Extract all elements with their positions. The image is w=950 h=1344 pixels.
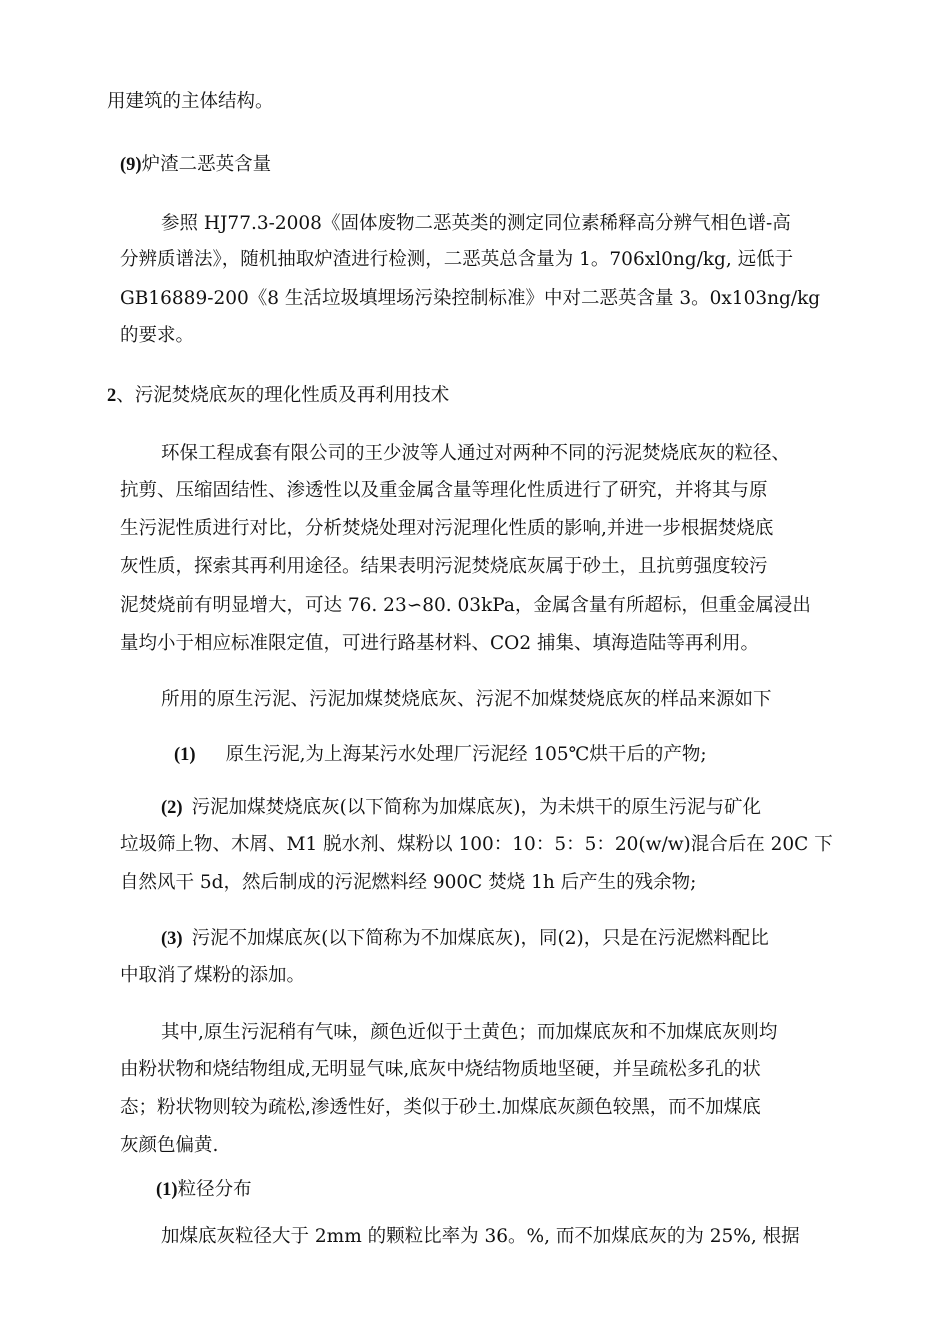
- text-line: 所用的原生污泥、污泥加煤焚烧底灰、污泥不加煤焚烧底灰的样品来源如下: [161, 689, 772, 710]
- text-line: 态；粉状物则较为疏松,渗透性好，类似于砂土.加煤底灰颜色较黑，而不加煤底: [120, 1097, 761, 1118]
- item-number: (3): [161, 929, 183, 949]
- text-line: 泥焚烧前有明显增大，可达 76. 23∽80. 03kPa，金属含量有所超标，但重金属浸出: [120, 595, 811, 616]
- heading-number: (1): [156, 1180, 178, 1200]
- text-line: 由粉状物和烧结物组成,无明显气味,底灰中烧结物质地坚硬，并呈疏松多孔的状: [120, 1059, 761, 1080]
- section-heading: [120, 152, 271, 178]
- heading-number: 2: [107, 386, 117, 406]
- text-line: 中取消了煤粉的添加。: [120, 965, 306, 986]
- text-line: 分辨质谱法》，随机抽取炉渣进行检测，二恶英总含量为 1。706xl0ng/kg, 远低于: [120, 249, 794, 270]
- text-line: 量均小于相应标准限定值，可进行路基材料、CO2 捕集、填海造陆等再利用。: [120, 633, 759, 654]
- item-number: (2): [161, 798, 183, 818]
- heading-text: 粒径分布: [177, 1179, 252, 1200]
- text-line: 用建筑的主体结构。: [107, 91, 274, 112]
- list-item: [174, 742, 707, 768]
- item-text: 原生污泥,为上海某污水处理厂污泥经 105℃烘干后的产物;: [225, 744, 707, 765]
- text-line: 抗剪、压缩固结性、渗透性以及重金属含量等理化性质进行了研究，并将其与原: [120, 480, 768, 501]
- list-item: [161, 926, 769, 952]
- text-line: GB16889-200《8 生活垃圾填埋场污染控制标准》中对二恶英含量 3。0x103ng/kg: [120, 288, 821, 309]
- item-text: 污泥加煤焚烧底灰(以下简称为加煤底灰)，为未烘干的原生污泥与矿化: [191, 797, 762, 818]
- text-line: 环保工程成套有限公司的王少波等人通过对两种不同的污泥焚烧底灰的粒径、: [161, 443, 791, 464]
- text-line: 自然风干 5d，然后制成的污泥燃料经 900C 焚烧 1h 后产生的残余物;: [120, 872, 697, 893]
- text-line: 灰性质，探索其再利用途径。结果表明污泥焚烧底灰属于砂土，且抗剪强度较污: [120, 556, 768, 577]
- heading-text: 炉渣二恶英含量: [141, 154, 272, 175]
- item-number: (1): [174, 745, 196, 765]
- text-line: 的要求。: [120, 325, 195, 346]
- section-heading: [156, 1177, 252, 1203]
- text-line: 生污泥性质进行对比，分析焚烧处理对污泥理化性质的影响,并进一步根据焚烧底: [120, 518, 774, 539]
- text-line: 灰颜色偏黄.: [120, 1135, 219, 1156]
- list-item: [161, 795, 761, 821]
- heading-number: (9): [120, 155, 142, 175]
- item-text: 污泥不加煤底灰(以下简称为不加煤底灰)，同(2)，只是在污泥燃料配比: [191, 928, 769, 949]
- heading-text: 、污泥焚烧底灰的理化性质及再利用技术: [116, 385, 450, 406]
- text-line: 参照 HJ77.3-2008《固体废物二恶英类的测定同位素稀释高分辨气相色谱-高: [161, 213, 791, 234]
- text-line: 加煤底灰粒径大于 2mm 的颗粒比率为 36。%, 而不加煤底灰的为 25%, 根据: [161, 1226, 800, 1247]
- text-line: 垃圾筛上物、木屑、M1 脱水剂、煤粉以 100：10：5：5：20(w/w)混合后在 20C 下: [120, 834, 833, 855]
- text-line: 其中,原生污泥稍有气味，颜色近似于土黄色；而加煤底灰和不加煤底灰则均: [161, 1022, 778, 1043]
- section-heading: [107, 383, 449, 409]
